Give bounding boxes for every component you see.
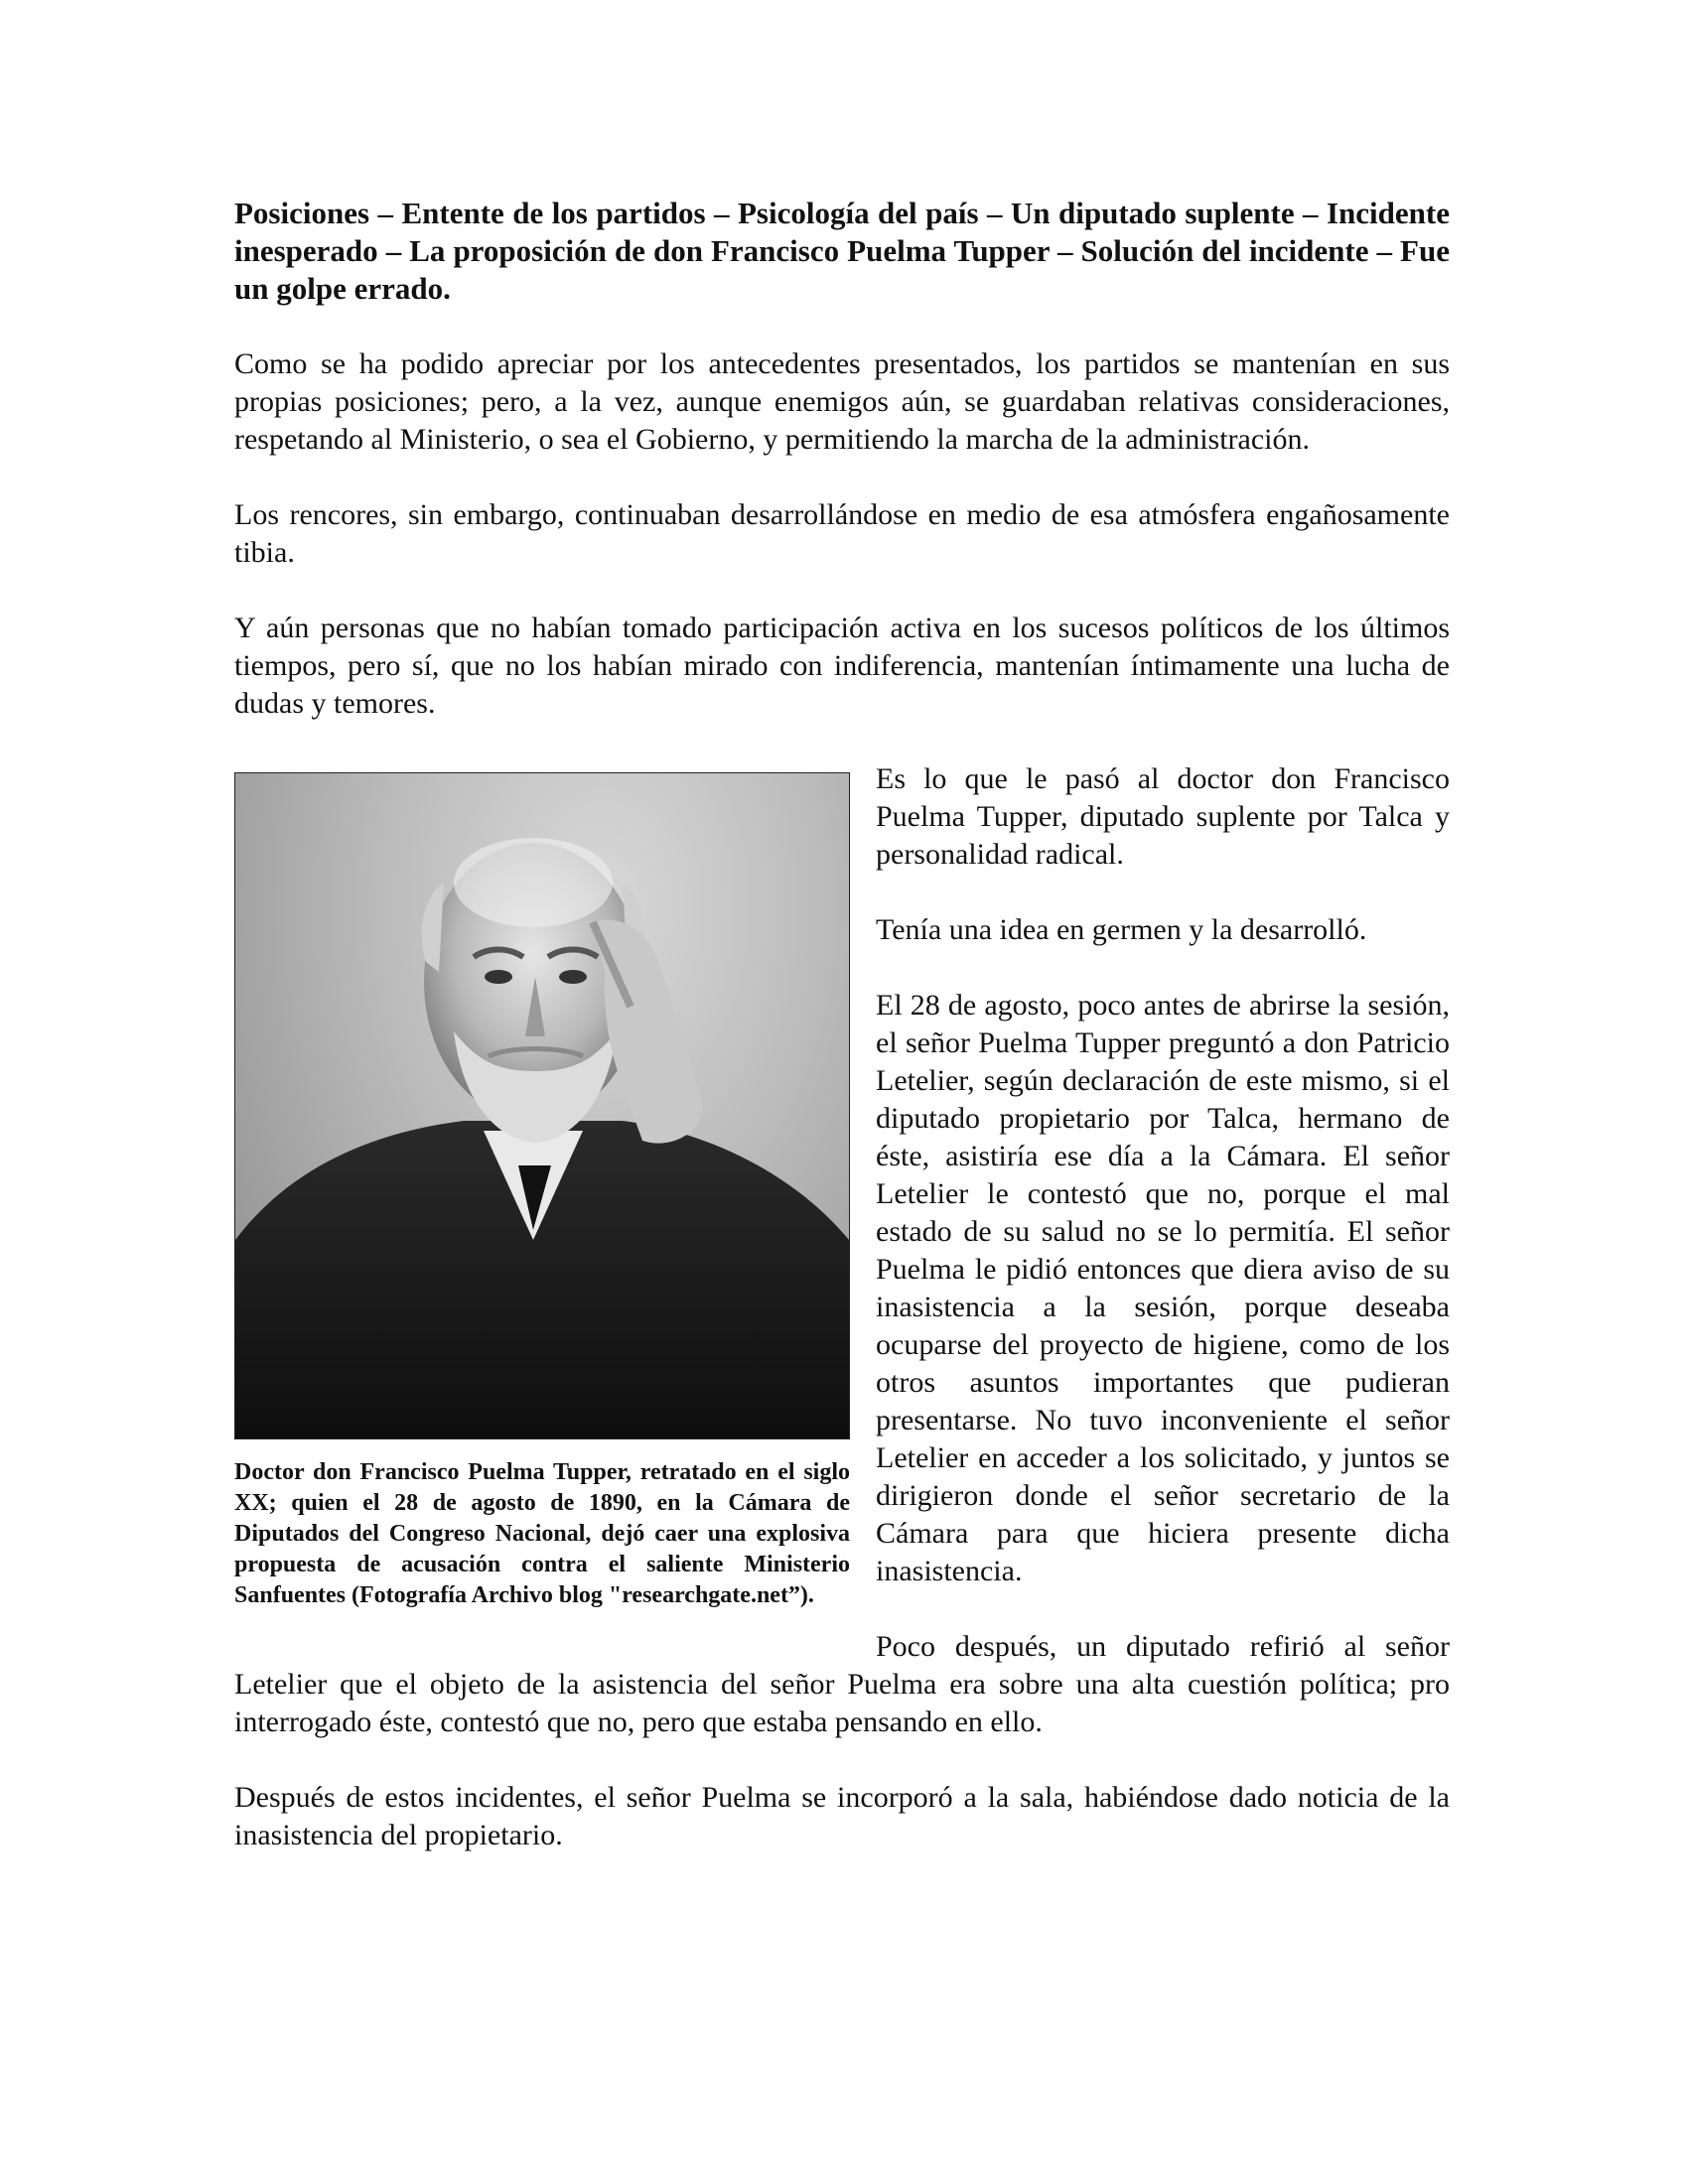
section-heading: Posiciones – Entente de los partidos – Psicología del país – Un diputado suplente – Incidente inesperado – La proposición de don Francisco Puelma Tupper – Solución del incidente – Fue un golpe errado. (234, 196, 1450, 306)
document-page (234, 195, 1450, 1892)
paragraph: Los rencores, sin embargo, continuaban desarrollándose en medio de esa atmósfera engañosamente tibia. (234, 498, 1450, 569)
figure-caption: Doctor don Francisco Puelma Tupper, retratado en el siglo XX; quien el 28 de agosto de 1890, en la Cámara de Diputados del Congreso Nacional, dejó caer una explosiva propuesta de acusación contra el saliente Ministerio Sanfuentes (Fotografía Archivo blog "researchgate.net”). (234, 1459, 850, 1608)
paragraph: Tenía una idea en germen y la desarrolló. (876, 913, 1367, 946)
portrait-illustration (235, 773, 849, 1438)
portrait-photo (234, 772, 850, 1439)
paragraph: El 28 de agosto, poco antes de abrirse la sesión, el señor Puelma Tupper preguntó a don Patricio Letelier, según declaración de este mismo, si el diputado propietario por Talca, hermano de éste, asistiría ese día a la Cámara. El señor Letelier le contestó que no, porque el mal estado de su salud no se lo permitía. El señor Puelma le pidió entonces que diera aviso de su inasistencia a la sesión, porque deseaba ocuparse del proyecto de higiene, como de los otros asuntos importantes que pudieran presentarse. No tuvo inconveniente el señor Letelier en acceder a los solicitado, y juntos se dirigieron donde el señor secretario de la Cámara para que hiciera presente dicha inasistencia. (876, 989, 1450, 1587)
paragraph: Y aún personas que no habían tomado participación activa en los sucesos políticos de los últimos tiempos, pero sí, que no los habían mirado con indiferencia, mantenían íntimamente una lucha de dudas y temores. (234, 612, 1450, 720)
paragraph: Después de estos incidentes, el señor Puelma se incorporó a la sala, habiéndose dado noticia de la inasistencia del propietario. (234, 1781, 1450, 1851)
paragraph: Poco después, un diputado refirió al señor Letelier que el objeto de la asistencia del señor Puelma era sobre una alta cuestión política; pro interrogado éste, contestó que no, pero que estaba pensando en ello. (234, 1630, 1450, 1738)
paragraph: Como se ha podido apreciar por los antecedentes presentados, los partidos se mantenían en sus propias posiciones; pero, a la vez, aunque enemigos aún, se guardaban relativas consideraciones, respetando al Ministerio, o sea el Gobierno, y permitiendo la marcha de la administración. (234, 347, 1450, 456)
paragraph: Es lo que le pasó al doctor don Francisco Puelma Tupper, diputado suplente por Talca y personalidad radical. (876, 762, 1450, 871)
portrait-figure (234, 772, 850, 1611)
